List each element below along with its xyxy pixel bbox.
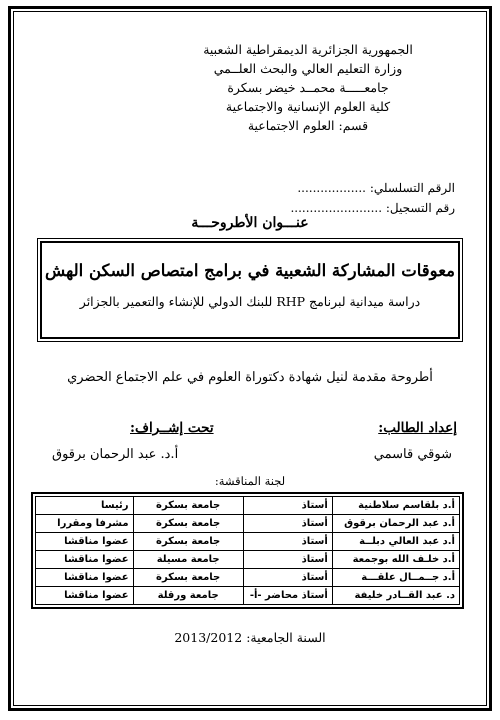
member-name: د. عبد القــادر خليفة [332,587,459,605]
member-name: أ.د بلقاسم سلاطنية [332,497,459,515]
member-role: رئيسا [36,497,134,515]
member-rank: أستاذ محاضر -أ- [243,587,332,605]
academic-year [0,630,500,645]
university-name: جامعـــــة محمــد خيضر بسكرة [227,80,389,95]
member-role: عضوا مناقشا [36,569,134,587]
institution-header [158,40,458,135]
member-role: مشرفا ومقررا [36,515,134,533]
academic-year-label: السنة الجامعية: [246,630,326,645]
member-institution: جامعة بسكرة [133,533,243,551]
member-role: عضوا مناقشا [36,551,134,569]
prepared-by-label: إعداد الطالب: [378,420,457,436]
student-name: شوقي قاسمي [373,447,452,462]
member-rank: أستاذ [243,551,332,569]
serial-number-line [290,178,455,198]
thesis-subtitle: دراسة ميدانية لبرنامج RHP للبنك الدولي للإنشاء والتعمير بالجزائر [79,294,421,309]
thesis-title: معوقات المشاركة الشعبية في برامج امتصاص السكن الهش [45,261,455,280]
faculty-name: كلية العلوم الإنسانية والاجتماعية [225,99,391,114]
member-name: أ.د جــمــال علقـــة [332,569,459,587]
member-role: عضوا مناقشا [36,533,134,551]
member-institution: جامعة ورقلة [133,587,243,605]
table-row [36,569,460,587]
member-institution: جامعة بسكرة [133,497,243,515]
academic-year-value: 2013/2012 [174,630,243,645]
supervisor-name: أ.د. عبد الرحمان برقوق [52,447,179,462]
department-name: قسم: العلوم الاجتماعية [247,118,369,133]
ministry-name: وزارة التعليم العالي والبحث العلــمي [213,61,403,76]
registration-number-label: رقم التسجيل: [385,201,455,215]
reference-numbers [290,178,455,218]
republic-name: الجمهورية الجزائرية الديمقراطية الشعبية [203,42,413,57]
table-row [36,515,460,533]
committee-table-frame [31,492,464,609]
table-row [36,533,460,551]
committee-table [35,496,460,605]
member-rank: أستاذ [243,569,332,587]
member-name: أ.د عبد العالي دبلــة [332,533,459,551]
member-name: أ.د عبد الرحمان برقوق [332,515,459,533]
thesis-title-label: عنـــوان الأطروحـــة [191,215,309,231]
supervisor-label: تحت إشــراف: [130,420,214,436]
member-rank: أستاذ [243,515,332,533]
registration-number-dots: ........................ [290,201,383,215]
table-row [36,587,460,605]
member-institution: جامعة بسكرة [133,515,243,533]
member-institution: جامعة بسكرة [133,569,243,587]
title-box [40,241,460,339]
serial-number-dots: .................. [297,181,366,195]
table-row [36,497,460,515]
committee-label: لجنة المناقشة: [214,474,286,488]
serial-number-label: الرقم التسلسلي: [369,181,455,195]
table-row [36,551,460,569]
member-role: عضوا مناقشا [36,587,134,605]
member-name: أ.د خلـف الله بوجمعة [332,551,459,569]
member-institution: جامعة مسيلة [133,551,243,569]
member-rank: أستاذ [243,497,332,515]
thesis-description: أطروحة مقدمة لنيل شهادة دكتوراة العلوم في علم الاجتماع الحضري [67,370,433,385]
member-rank: أستاذ [243,533,332,551]
